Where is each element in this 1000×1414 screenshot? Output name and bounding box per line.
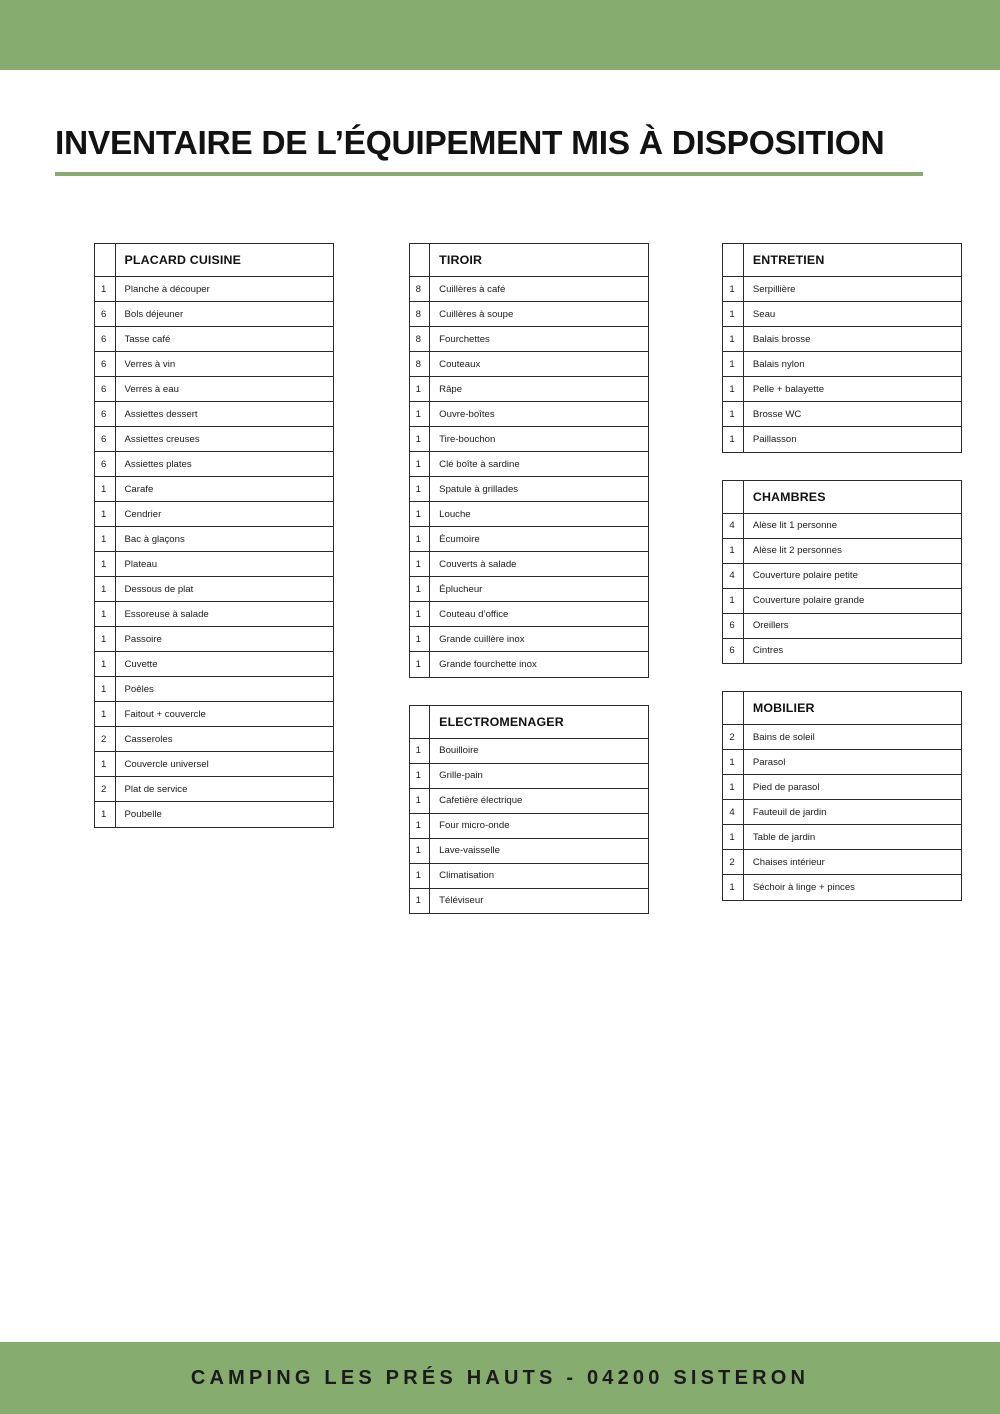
table-row xyxy=(410,302,648,327)
table-row xyxy=(95,427,333,452)
row-item-label: Grande fourchette inox xyxy=(439,658,537,670)
table-row xyxy=(723,427,961,452)
row-quantity: 6 xyxy=(95,327,115,352)
table-header-qty-cell xyxy=(723,244,743,277)
table-row xyxy=(95,777,333,802)
table-header-row xyxy=(723,692,961,725)
table-row xyxy=(723,377,961,402)
row-quantity: 1 xyxy=(95,802,115,827)
table-header-title: MOBILIER xyxy=(743,692,961,725)
table-row xyxy=(95,502,333,527)
row-quantity: 1 xyxy=(410,788,430,813)
table-row xyxy=(723,513,961,538)
row-item-label: Tasse café xyxy=(115,327,333,352)
table-row xyxy=(723,302,961,327)
row-quantity: 8 xyxy=(410,327,430,352)
row-quantity: 1 xyxy=(723,875,743,900)
row-item-label: Balais nylon xyxy=(743,352,961,377)
table-row xyxy=(410,763,648,788)
table-row xyxy=(410,327,648,352)
row-quantity: 1 xyxy=(95,652,115,677)
table-header-row xyxy=(410,706,648,739)
row-quantity: 1 xyxy=(410,452,430,477)
row-item-label: Assiettes dessert xyxy=(115,402,333,427)
table-row xyxy=(723,277,961,302)
row-item-label: Table de jardin xyxy=(743,825,961,850)
row-quantity: 1 xyxy=(723,302,743,327)
table-row xyxy=(723,402,961,427)
row-quantity: 1 xyxy=(410,813,430,838)
table-row xyxy=(723,352,961,377)
table-header-title: ELECTROMENAGER xyxy=(430,706,648,739)
row-item-label: Carafe xyxy=(115,477,333,502)
table-row xyxy=(723,327,961,352)
table-row xyxy=(95,477,333,502)
inventory-table xyxy=(94,243,334,828)
row-item-label: Verres à vin xyxy=(115,352,333,377)
row-quantity: 1 xyxy=(95,752,115,777)
row-item-label: Pied de parasol xyxy=(743,775,961,800)
table-row xyxy=(410,577,648,602)
inventory-table-grid xyxy=(95,244,333,827)
row-item-label: Tire-bouchon xyxy=(430,427,648,452)
table-header-qty-cell xyxy=(95,244,115,277)
row-quantity: 1 xyxy=(723,327,743,352)
row-item-label: Spatule à grillades xyxy=(430,477,648,502)
row-quantity: 1 xyxy=(95,627,115,652)
table-row xyxy=(410,788,648,813)
row-quantity: 1 xyxy=(723,750,743,775)
table-row xyxy=(410,652,648,677)
row-item-label: Séchoir à linge + pinces xyxy=(752,881,855,893)
row-quantity: 1 xyxy=(410,652,430,677)
row-quantity: 2 xyxy=(723,850,743,875)
table-row xyxy=(95,277,333,302)
row-item-label: Téléviseur xyxy=(439,895,484,907)
table-row xyxy=(95,352,333,377)
row-item-label: Oreillers xyxy=(743,613,961,638)
row-quantity: 1 xyxy=(723,352,743,377)
inventory-table-grid xyxy=(723,244,961,452)
row-item-label: Serpillière xyxy=(743,277,961,302)
table-row xyxy=(410,863,648,888)
inventory-column-3 xyxy=(722,243,1000,914)
inventory-table-grid xyxy=(410,706,648,914)
row-item-label: Passoire xyxy=(115,627,333,652)
row-quantity: 1 xyxy=(95,702,115,727)
row-quantity: 1 xyxy=(95,277,115,302)
row-item-label: Cendrier xyxy=(115,502,333,527)
table-header-title: CHAMBRES xyxy=(743,481,961,514)
row-item-label: Assiettes plates xyxy=(115,452,333,477)
table-row xyxy=(410,502,648,527)
row-item-label: Couteau d’office xyxy=(430,602,648,627)
row-quantity: 1 xyxy=(723,825,743,850)
row-item-label: Fauteuil de jardin xyxy=(743,800,961,825)
table-row xyxy=(723,588,961,613)
page-title: INVENTAIRE DE L’ÉQUIPEMENT MIS À DISPOSITION xyxy=(55,125,885,162)
table-header-qty-cell xyxy=(723,481,743,514)
table-header-qty-cell xyxy=(410,706,430,739)
table-row xyxy=(410,888,648,913)
table-row xyxy=(410,738,648,763)
table-row xyxy=(723,638,961,663)
row-item-label: Balais brosse xyxy=(743,327,961,352)
table-row xyxy=(95,677,333,702)
table-row xyxy=(95,652,333,677)
table-row xyxy=(410,402,648,427)
table-row xyxy=(95,302,333,327)
row-quantity: 1 xyxy=(95,527,115,552)
table-row xyxy=(95,452,333,477)
table-row xyxy=(410,452,648,477)
row-quantity: 6 xyxy=(95,352,115,377)
row-item-label: Climatisation xyxy=(430,863,648,888)
row-item-label: Couverture polaire petite xyxy=(743,563,961,588)
bottom-decorative-band xyxy=(0,1342,1000,1414)
row-quantity: 6 xyxy=(95,452,115,477)
table-row xyxy=(410,627,648,652)
row-quantity: 1 xyxy=(95,677,115,702)
row-quantity: 1 xyxy=(410,888,430,913)
table-row xyxy=(95,577,333,602)
row-quantity: 2 xyxy=(95,727,115,752)
table-row xyxy=(410,838,648,863)
table-header-title: PLACARD CUISINE xyxy=(115,244,333,277)
inventory-table-grid xyxy=(723,692,961,900)
row-item-label: Alèse lit 2 personnes xyxy=(743,538,961,563)
row-quantity: 8 xyxy=(410,352,430,377)
table-row xyxy=(723,613,961,638)
table-row xyxy=(723,563,961,588)
row-item-label: Louche xyxy=(430,502,648,527)
row-quantity: 4 xyxy=(723,800,743,825)
row-quantity: 1 xyxy=(723,277,743,302)
table-row xyxy=(95,627,333,652)
row-quantity: 1 xyxy=(410,627,430,652)
row-item-label: Grande cuillère inox xyxy=(430,627,648,652)
row-quantity: 1 xyxy=(410,402,430,427)
row-quantity: 1 xyxy=(723,402,743,427)
table-row xyxy=(410,427,648,452)
row-quantity: 1 xyxy=(410,427,430,452)
table-header-qty-cell xyxy=(723,692,743,725)
row-quantity: 6 xyxy=(723,638,743,663)
row-item-label: Écumoire xyxy=(430,527,648,552)
row-quantity: 1 xyxy=(410,527,430,552)
row-quantity: 1 xyxy=(410,838,430,863)
row-item-label: Couverture polaire grande xyxy=(743,588,961,613)
table-row xyxy=(410,552,648,577)
table-row xyxy=(410,377,648,402)
table-row xyxy=(723,875,961,900)
table-row xyxy=(723,725,961,750)
inventory-table xyxy=(409,705,649,915)
row-item-label: Couvercle universel xyxy=(115,752,333,777)
row-quantity: 1 xyxy=(723,588,743,613)
row-item-label: Cuillères à café xyxy=(430,277,648,302)
table-row xyxy=(95,527,333,552)
row-item-label: Brosse WC xyxy=(743,402,961,427)
row-item-label: Alèse lit 1 personne xyxy=(743,513,961,538)
row-item-label: Four micro-onde xyxy=(430,813,648,838)
row-item-label: Cuvette xyxy=(115,652,333,677)
row-item-label: Couverts à salade xyxy=(430,552,648,577)
table-row xyxy=(723,538,961,563)
row-item-label: Pelle + balayette xyxy=(743,377,961,402)
row-quantity: 1 xyxy=(95,577,115,602)
row-item-label: Cintres xyxy=(752,645,784,657)
row-item-label: Bains de soleil xyxy=(743,725,961,750)
table-row xyxy=(410,602,648,627)
row-item-label: Couteaux xyxy=(430,352,648,377)
table-header-row xyxy=(95,244,333,277)
table-row xyxy=(723,825,961,850)
row-item-label: Plateau xyxy=(115,552,333,577)
table-row xyxy=(410,813,648,838)
row-quantity: 4 xyxy=(723,513,743,538)
row-item-label: Éplucheur xyxy=(430,577,648,602)
table-header-row xyxy=(410,244,648,277)
table-header-row xyxy=(723,481,961,514)
inventory-column-1 xyxy=(94,243,372,914)
row-quantity: 1 xyxy=(410,738,430,763)
row-item-label: Plat de service xyxy=(115,777,333,802)
row-quantity: 1 xyxy=(410,377,430,402)
row-item-label: Clé boîte à sardine xyxy=(430,452,648,477)
row-item-label: Seau xyxy=(743,302,961,327)
row-item-label: Verres à eau xyxy=(115,377,333,402)
inventory-column-2 xyxy=(409,243,687,914)
table-row xyxy=(95,602,333,627)
row-quantity: 1 xyxy=(410,577,430,602)
row-quantity: 1 xyxy=(410,477,430,502)
inventory-table xyxy=(409,243,649,678)
row-item-label: Râpe xyxy=(430,377,648,402)
row-quantity: 1 xyxy=(95,602,115,627)
row-quantity: 6 xyxy=(95,377,115,402)
top-decorative-band xyxy=(0,0,1000,70)
table-row xyxy=(723,775,961,800)
title-underline-rule xyxy=(55,172,923,176)
row-quantity: 6 xyxy=(95,402,115,427)
row-item-label: Assiettes creuses xyxy=(115,427,333,452)
inventory-table xyxy=(722,480,962,665)
row-item-label: Grille-pain xyxy=(430,763,648,788)
inventory-table xyxy=(722,243,962,453)
row-quantity: 1 xyxy=(410,763,430,788)
table-row xyxy=(723,850,961,875)
row-item-label: Essoreuse à salade xyxy=(115,602,333,627)
row-quantity: 1 xyxy=(723,377,743,402)
table-header-qty-cell xyxy=(410,244,430,277)
row-item-label: Bac à glaçons xyxy=(115,527,333,552)
title-block xyxy=(55,125,925,176)
table-header-row xyxy=(723,244,961,277)
row-quantity: 4 xyxy=(723,563,743,588)
inventory-columns xyxy=(0,243,1000,914)
row-item-label: Bouilloire xyxy=(430,738,648,763)
footer-text: CAMPING LES PRÉS HAUTS - 04200 SISTERON xyxy=(190,1366,810,1389)
table-row xyxy=(410,352,648,377)
table-row xyxy=(723,800,961,825)
row-quantity: 6 xyxy=(723,613,743,638)
table-row xyxy=(95,327,333,352)
row-quantity: 1 xyxy=(723,427,743,452)
row-quantity: 1 xyxy=(410,602,430,627)
row-item-label: Lave-vaisselle xyxy=(430,838,648,863)
row-item-label: Cafetière électrique xyxy=(430,788,648,813)
table-row xyxy=(95,802,333,827)
row-quantity: 6 xyxy=(95,302,115,327)
row-quantity: 1 xyxy=(723,538,743,563)
row-item-label: Paillasson xyxy=(752,433,797,445)
row-quantity: 2 xyxy=(95,777,115,802)
row-item-label: Cuillères à soupe xyxy=(430,302,648,327)
inventory-table xyxy=(722,691,962,901)
table-row xyxy=(723,750,961,775)
row-quantity: 1 xyxy=(95,477,115,502)
inventory-table-grid xyxy=(723,481,961,664)
row-item-label: Planche à découper xyxy=(115,277,333,302)
table-header-title: ENTRETIEN xyxy=(743,244,961,277)
row-quantity: 1 xyxy=(410,552,430,577)
row-item-label: Chaises intérieur xyxy=(743,850,961,875)
table-header-title: TIROIR xyxy=(430,244,648,277)
table-row xyxy=(410,277,648,302)
row-quantity: 1 xyxy=(723,775,743,800)
table-row xyxy=(95,702,333,727)
row-quantity: 2 xyxy=(723,725,743,750)
row-quantity: 1 xyxy=(95,502,115,527)
table-row xyxy=(410,527,648,552)
row-item-label: Poubelle xyxy=(124,808,162,820)
table-row xyxy=(410,477,648,502)
row-quantity: 6 xyxy=(95,427,115,452)
table-row xyxy=(95,752,333,777)
row-quantity: 1 xyxy=(410,863,430,888)
table-row xyxy=(95,402,333,427)
row-item-label: Dessous de plat xyxy=(115,577,333,602)
table-row xyxy=(95,552,333,577)
row-item-label: Casseroles xyxy=(115,727,333,752)
row-quantity: 1 xyxy=(410,502,430,527)
table-row xyxy=(95,727,333,752)
row-item-label: Poêles xyxy=(115,677,333,702)
row-item-label: Faitout + couvercle xyxy=(115,702,333,727)
row-item-label: Parasol xyxy=(743,750,961,775)
row-item-label: Fourchettes xyxy=(430,327,648,352)
row-quantity: 8 xyxy=(410,302,430,327)
row-item-label: Ouvre-boîtes xyxy=(430,402,648,427)
row-quantity: 8 xyxy=(410,277,430,302)
row-quantity: 1 xyxy=(95,552,115,577)
inventory-table-grid xyxy=(410,244,648,677)
row-item-label: Bols déjeuner xyxy=(115,302,333,327)
table-row xyxy=(95,377,333,402)
